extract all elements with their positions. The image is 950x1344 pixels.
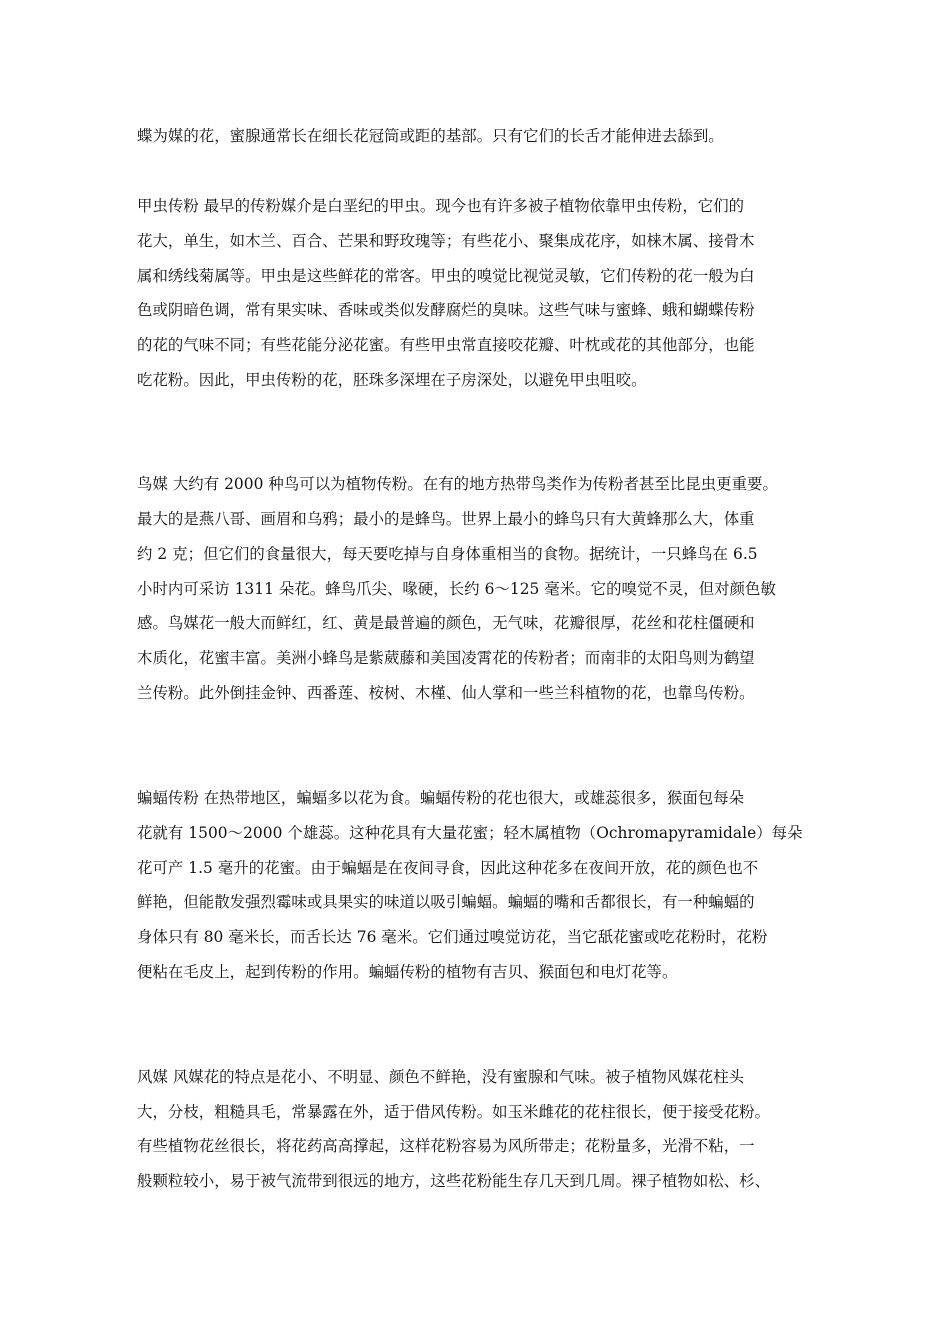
text-line: 色或阴暗色调，常有果实味、香味或类似发酵腐烂的臭味。这些气味与蜜蜂、蛾和蝴蝶传粉 — [137, 301, 755, 319]
text-line: 的花的气味不同；有些花能分泌花蜜。有些甲虫常直接咬花瓣、叶枕或花的其他部分，也能 — [137, 336, 755, 354]
text-line — [137, 716, 827, 740]
text-line: 吃花粉。因此，甲虫传粉的花，胚珠多深埋在子房深处，以避免甲虫咀咬。 — [137, 371, 647, 389]
text-line: 大，分枝，粗糙具毛，常暴露在外，适于借风传粉。如玉米雌花的花柱很长，便于接受花粉。 — [137, 1103, 771, 1121]
text-line: 蝶为媒的花，蜜腺通常长在细长花冠筒或距的基部。只有它们的长舌才能伸进去舔到。 — [137, 127, 724, 145]
text-line — [137, 1204, 827, 1228]
text-line: 木质化，花蜜丰富。美洲小蜂鸟是紫葳藤和美国凌霄花的传粉者；而南非的太阳鸟则为鹤望 — [137, 649, 755, 667]
text-line: 甲虫传粉 最早的传粉媒介是白垩纪的甲虫。现今也有许多被子植物依靠甲虫传粉，它们的 — [137, 197, 745, 215]
text-line: 约 2 克；但它们的食量很大，每天要吃掉与自身体重相当的食物。据统计，一只蜂鸟在 6.5 — [137, 545, 758, 563]
text-line: 便粘在毛皮上，起到传粉的作用。蝙蝠传粉的植物有吉贝、猴面包和电灯花等。 — [137, 963, 678, 981]
text-line: 蝙蝠传粉 在热带地区，蝙蝠多以花为食。蝙蝠传粉的花也很大，或雄蕊很多，猴面包每朵 — [137, 789, 745, 807]
text-line: 风媒 风媒花的特点是花小、不明显、颜色不鲜艳，没有蜜腺和气味。被子植物风媒花柱头 — [137, 1068, 745, 1086]
text-line: 花就有 1500～2000 个雄蕊。这种花具有大量花蜜；轻木属植物（Ochromapyramidale）每朵 — [137, 824, 803, 842]
text-line — [137, 995, 827, 1019]
text-line: 鸟媒 大约有 2000 种鸟可以为植物传粉。在有的地方热带鸟类作为传粉者甚至比昆虫更重要。 — [137, 475, 778, 493]
text-line: 身体只有 80 毫米长，而舌长达 76 毫米。它们通过嗅觉访花，当它舐花蜜或吃花粉时，花粉 — [137, 928, 768, 946]
text-line — [137, 403, 827, 427]
text-line: 有些植物花丝很长，将花药高高撑起，这样花粉容易为风所带走；花粉量多，光滑不粘，一 — [137, 1137, 755, 1155]
text-line: 属和绣线菊属等。甲虫是这些鲜花的常客。甲虫的嗅觉比视觉灵敏，它们传粉的花一般为白 — [137, 267, 755, 285]
text-line: 兰传粉。此外倒挂金钟、西番莲、桉树、木槿、仙人掌和一些兰科植物的花，也靠鸟传粉。 — [137, 684, 755, 702]
text-line: 鲜艳，但能散发强烈霉味或具果实的味道以吸引蝙蝠。蝙蝠的嘴和舌都很长，有一种蝙蝠的 — [137, 893, 755, 911]
text-line: 般颗粒较小，易于被气流带到很远的地方，这些花粉能生存几天到几周。裸子植物如松、杉、 — [137, 1172, 771, 1190]
text-line: 花大，单生，如木兰、百合、芒果和野玫瑰等；有些花小、聚集成花序，如梾木属、接骨木 — [137, 232, 755, 250]
text-line: 最大的是燕八哥、画眉和乌鸦；最小的是蜂鸟。世界上最小的蜂鸟只有大黄蜂那么大，体重 — [137, 510, 755, 528]
text-line: 感。鸟媒花一般大而鲜红，红、黄是最普遍的颜色，无气味，花瓣很厚，花丝和花柱僵硬和 — [137, 614, 755, 632]
text-line: 花可产 1.5 毫升的花蜜。由于蝙蝠是在夜间寻食，因此这种花多在夜间开放，花的颜色也不 — [137, 859, 759, 877]
text-line: 小时内可采访 1311 朵花。蜂鸟爪尖、喙硬，长约 6～125 毫米。它的嗅觉不灵，但对颜色敏 — [137, 580, 776, 598]
